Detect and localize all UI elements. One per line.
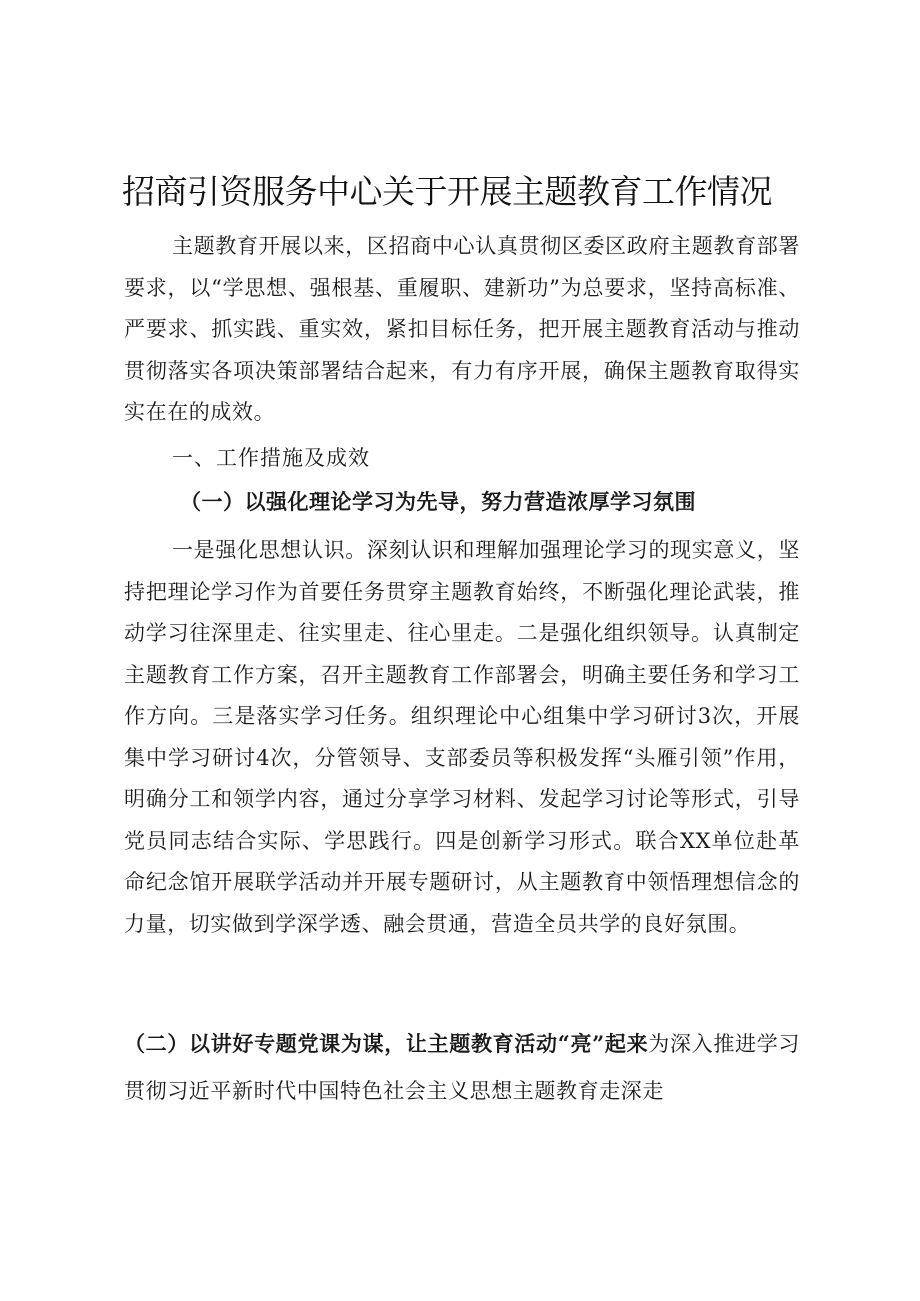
subsection-body-2: 为深入推进学习贯彻习近平新时代中国特色社会主义思想主题教育走深走 [124,1032,801,1103]
subsection-heading-1: （一）以强化理论学习为先导，努力营造浓厚学习氛围 [180,489,696,514]
intro-paragraph: 主题教育开展以来，区招商中心认真贯彻区委区政府主题教育部署要求，以“学思想、强根基、重履职、建新功”为总要求，坚持高标准、严要求、抓实践、重实效，紧扣目标任务，把开展主题教育活动与推动贯彻落实各项决策部署结合起来，有力有序开展，确保主题教育取得实实在在的成效。 [124,234,800,424]
subsection-body-1: 一是强化思想认识。深刻认识和理解加强理论学习的现实意义，坚持把理论学习作为首要任务贯穿主题教育始终，不断强化理论武装，推动学习往深里走、往实里走、往心里走。二是强化组织领导。认真制定主题教育工作方案，召开主题教育工作部署会，明确主要任务和学习工作方向。三是落实学习任务。组织理论中心组集中学习研讨3次，开展集中学习研讨4次，分管领导、支部委员等积极发挥“头雁引领”作用，明确分工和领学内容，通过分享学习材料、发起学习讨论等形式，引导党员同志结合实际、学思践行。四是创新学习形式。联合XX单位赴革命纪念馆开展联学活动并开展专题研讨，从主题教育中领悟理想信念的力量，切实做到学深学透、融会贯通，营造全员共学的良好氛围。 [124,538,800,936]
subsection-paragraph-2 [124,1020,800,1115]
section-heading: 一、工作措施及成效 [172,446,370,470]
subsection-heading-2: （二）以讲好专题党课为谋，让主题教育活动“亮”起来 [124,1031,649,1056]
document-title: 招商引资服务中心关于开展主题教育工作情况 [122,172,772,211]
